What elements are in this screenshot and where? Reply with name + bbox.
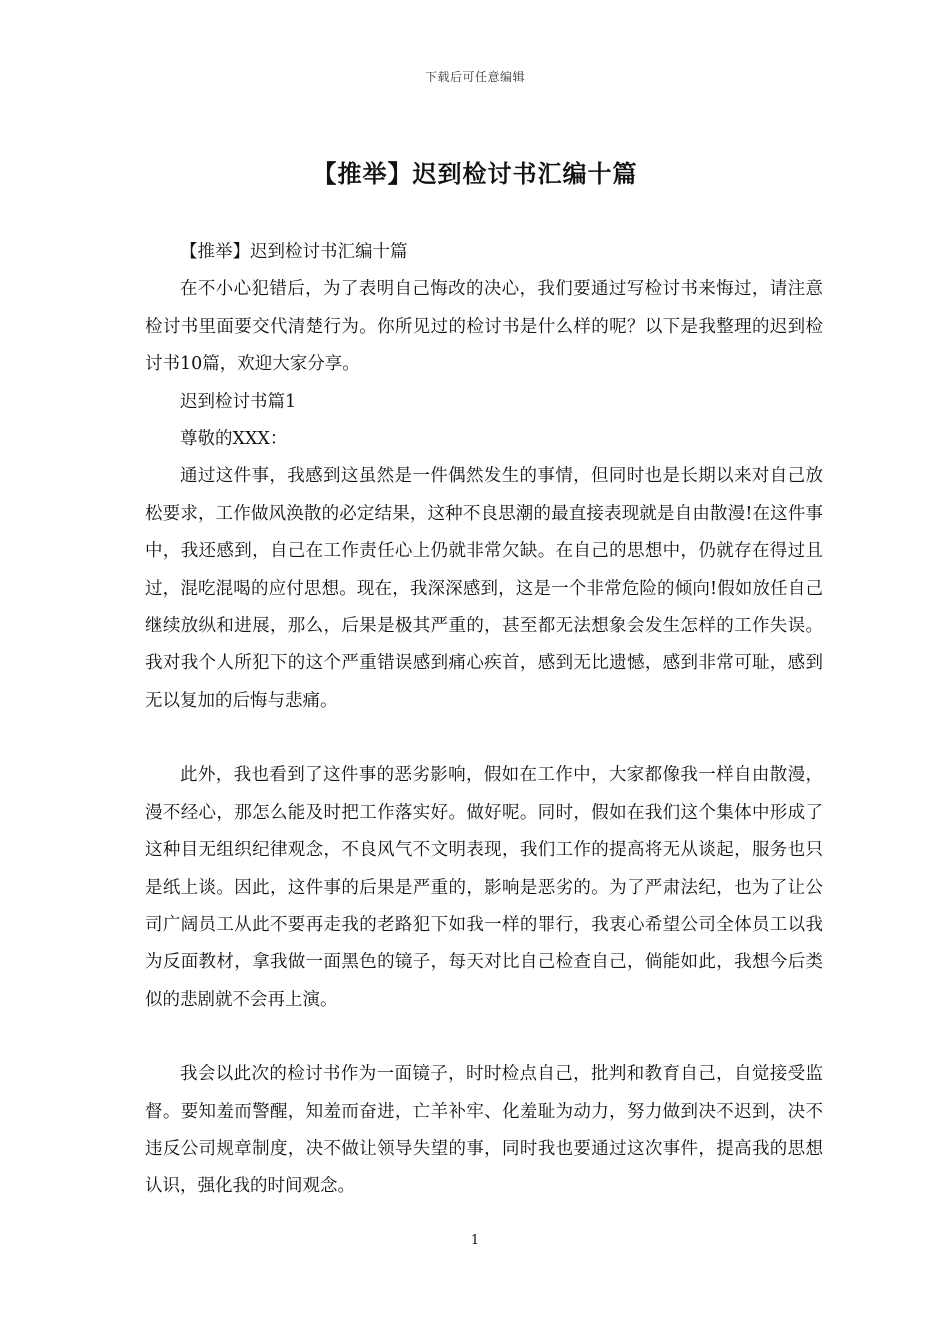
document-title: 【推举】迟到检讨书汇编十篇 [312,159,638,188]
salutation: 尊敬的XXX： [180,429,288,450]
body-paragraph-title-repeat: 【推举】迟到检讨书汇编十篇 [180,242,408,262]
body-paragraph: 此外，我也看到了这件事的恶劣影响，假如在工作中，大家都像我一样自由散漫，漫不经心，那怎么能及时把工作落实好。做好呢。同时，假如在我们这个集体中形成了这种目无组织纪律观念，不良风气不文明表现，我们工作的提高将无从谈起，服务也只是纸上谈。因此，这件事的后果是严重的，影响是恶劣的。为了严肃法纪，也为了让公司广阔员工从此不要再走我的老路犯下如我一样的罪行，我衷心希望公司全体员工以我为反面教材，拿我做一面黑色的镜子，每天对比自己检查自己，倘能如此，我想今后类似的悲剧就不会再上演。 [145,765,823,1010]
section-heading: 迟到检讨书篇1 [180,391,297,412]
document-body [145,234,823,1206]
body-paragraph: 通过这件事，我感到这虽然是一件偶然发生的事情，但同时也是长期以来对自己放松要求，工作做风涣散的必定结果，这种不良思潮的最直接表现就是自由散漫!在这件事中，我还感到，自己在工作责任心上仍就非常欠缺。在自己的思想中，仍就存在得过且过，混吃混喝的应付思想。现在，我深深感到，这是一个非常危险的倾向!假如放任自己继续放纵和进展，那么，后果是极其严重的，甚至都无法想象会发生怎样的工作失误。我对我个人所犯下的这个严重错误感到痛心疾首，感到无比遗憾，感到非常可耻，感到无以复加的后悔与悲痛。 [145,466,823,711]
page-header-note: 下载后可任意编辑 [424,70,525,84]
body-paragraph: 我会以此次的检讨书作为一面镜子，时时检点自己，批判和教育自己，自觉接受监督。要知羞而警醒，知羞而奋进，亡羊补牢、化羞耻为动力，努力做到决不迟到，决不违反公司规章制度，决不做让领导失望的事，同时我也要通过这次事件，提高我的思想认识，强化我的时间观念。 [145,1064,823,1197]
body-paragraph-intro: 在不小心犯错后，为了表明自己悔改的决心，我们要通过写检讨书来悔过，请注意检讨书里面要交代清楚行为。你所见过的检讨书是什么样的呢？以下是我整理的迟到检讨书10篇，欢迎大家分享。 [145,279,823,375]
page-number: 1 [470,1233,480,1248]
